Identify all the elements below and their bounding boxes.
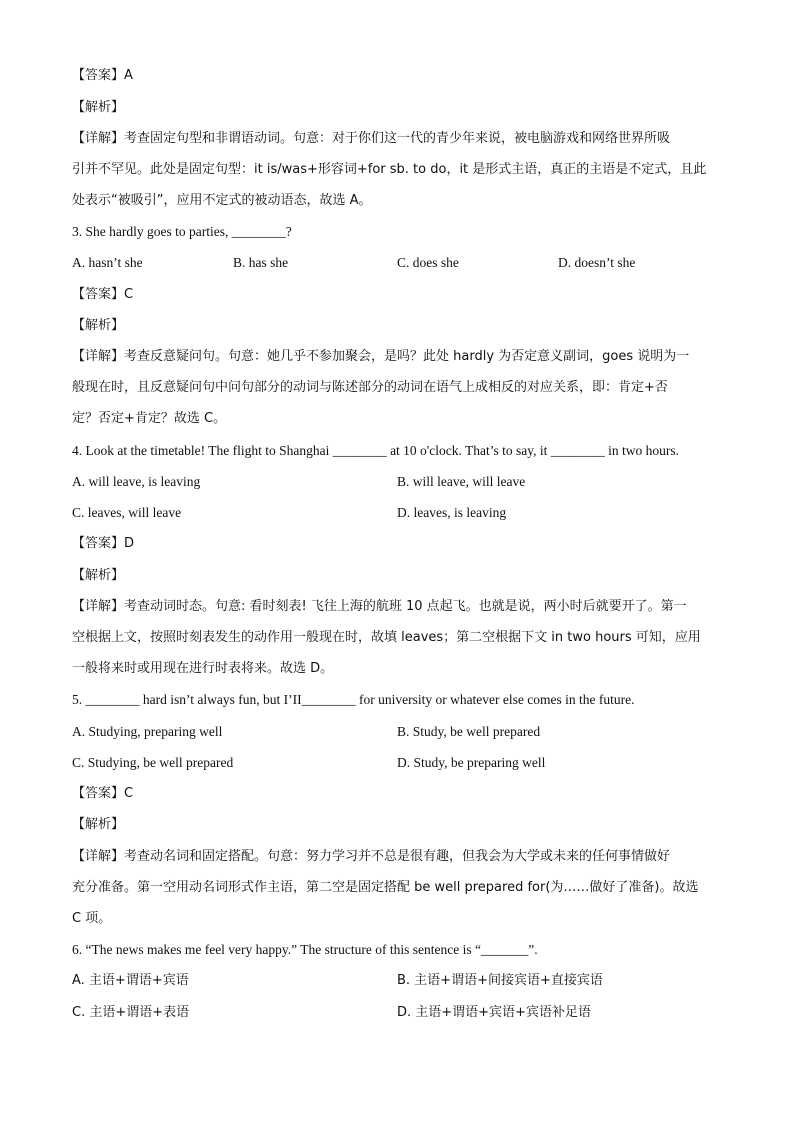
q4-option-b: B. will leave, will leave — [397, 474, 526, 489]
q3-option-c: C. does she — [397, 255, 459, 270]
q3-detail-line-1: 【详解】考查反意疑问句。句意：她几乎不参加聚会，是吗？此处 hardly 为否定意义副词，goes 说明为一 — [72, 349, 690, 364]
q5-detail-line-1: 【详解】考查动名词和固定搭配。句意：努力学习并不总是很有趣，但我会为大学或未来的任何事情做好 — [72, 849, 671, 864]
q2-detail-line-3: 处表示“被吸引”，应用不定式的被动语态，故选 A。 — [72, 193, 372, 208]
q5-option-c: C. Studying, be well prepared — [72, 755, 234, 770]
q3-question: 3. She hardly goes to parties, ________? — [72, 224, 292, 239]
q5-analysis-label: 【解析】 — [72, 817, 125, 832]
q2-detail-line-2: 引并不罕见。此处是固定句型：it is/was+形容词+for sb. to do，it 是形式主语，真正的主语是不定式，且此 — [72, 162, 707, 177]
q2-answer: 【答案】A — [72, 68, 133, 83]
q6-question: 6. “The news makes me feel very happy.” The structure of this sentence is “_______”. — [72, 942, 538, 957]
q5-answer: 【答案】C — [72, 786, 134, 801]
q6-option-a: A. 主语+谓语+宾语 — [72, 973, 189, 988]
q3-answer: 【答案】C — [72, 287, 134, 302]
q5-option-a: A. Studying, preparing well — [72, 724, 223, 739]
q3-detail-line-3: 定？否定+肯定？故选 C。 — [72, 411, 227, 426]
q4-detail-line-1: 【详解】考查动词时态。句意: 看时刻表! 飞往上海的航班 10 点起飞。也就是说，两小时后就要开了。第一 — [72, 599, 687, 614]
q5-question: 5. ________ hard isn’t always fun, but I’II________ for university or whatever else comes in the future. — [72, 692, 635, 707]
q2-detail-line-1: 【详解】考查固定句型和非谓语动词。句意：对于你们这一代的青少年来说，被电脑游戏和网络世界所吸 — [72, 131, 671, 146]
q2-analysis-label: 【解析】 — [72, 100, 125, 115]
q4-detail-line-3: 一般将来时或用现在进行时表将来。故选 D。 — [72, 661, 334, 676]
q4-option-d: D. leaves, is leaving — [397, 505, 507, 520]
q4-analysis-label: 【解析】 — [72, 568, 125, 583]
q6-option-b: B. 主语+谓语+间接宾语+直接宾语 — [397, 973, 603, 988]
q5-detail-line-3: C 项。 — [72, 911, 112, 926]
q4-option-c: C. leaves, will leave — [72, 505, 182, 520]
q4-question: 4. Look at the timetable! The flight to Shanghai ________ at 10 o'clock. That’s to say, it ________ in two hours. — [72, 443, 679, 458]
q4-answer: 【答案】D — [72, 536, 135, 551]
q5-detail-line-2: 充分准备。第一空用动名词形式作主语，第二空是固定搭配 be well prepared for(为……做好了准备)。故选 — [72, 880, 699, 895]
q5-option-b: B. Study, be well prepared — [397, 724, 541, 739]
q3-option-b: B. has she — [233, 255, 289, 270]
q5-option-d: D. Study, be preparing well — [397, 755, 546, 770]
q3-option-a: A. hasn’t she — [72, 255, 143, 270]
q3-analysis-label: 【解析】 — [72, 318, 125, 333]
q3-detail-line-2: 般现在时，且反意疑问句中问句部分的动词与陈述部分的动词在语气上成相反的对应关系，即：肯定+否 — [72, 380, 668, 395]
q3-option-d: D. doesn’t she — [558, 255, 636, 270]
q6-option-d: D. 主语+谓语+宾语+宾语补足语 — [397, 1005, 591, 1020]
q4-option-a: A. will leave, is leaving — [72, 474, 201, 489]
q4-detail-line-2: 空根据上文，按照时刻表发生的动作用一般现在时，故填 leaves；第二空根据下文 in two hours 可知，应用 — [72, 630, 701, 645]
q6-option-c: C. 主语+谓语+表语 — [72, 1005, 190, 1020]
